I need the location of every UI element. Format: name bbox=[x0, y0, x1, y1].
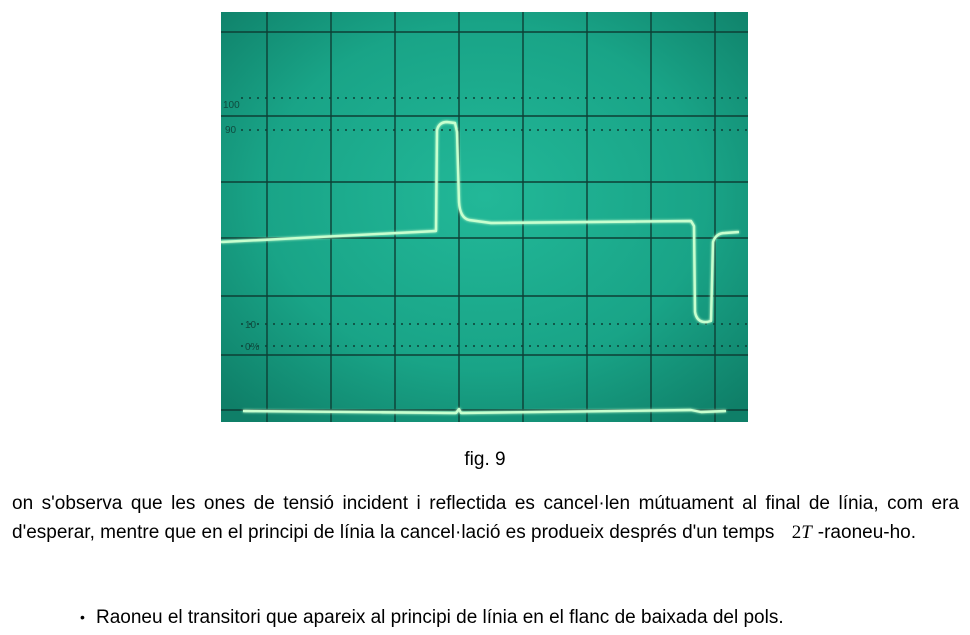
math-expression bbox=[780, 522, 818, 543]
body-paragraph bbox=[12, 489, 959, 547]
math-number: 2 bbox=[791, 522, 802, 543]
scale-label-10: 10 bbox=[245, 320, 257, 331]
bullet-icon: • bbox=[80, 609, 85, 625]
bullet-text: Raoneu el transitori que apareix al principi de línia en el flanc de baixada del pols. bbox=[96, 607, 784, 628]
scale-label-90: 90 bbox=[225, 125, 237, 136]
oscilloscope-photo bbox=[221, 12, 748, 422]
scale-label-0: 0% bbox=[245, 342, 260, 353]
paragraph-text: on s'observa que les ones de tensió incident i reflectida es cancel·len mútuament al final de línia, com era d'esperar, mentre que en el principi de línia la cancel·lació es produeix després d'un temps bbox=[12, 493, 959, 543]
bullet-item bbox=[80, 605, 784, 630]
scope-screen bbox=[221, 12, 748, 422]
math-variable: T bbox=[801, 522, 812, 543]
paragraph-text-end: -raoneu-ho. bbox=[817, 522, 917, 543]
scale-label-100: 100 bbox=[223, 100, 240, 111]
figure-caption: fig. 9 bbox=[464, 449, 506, 470]
